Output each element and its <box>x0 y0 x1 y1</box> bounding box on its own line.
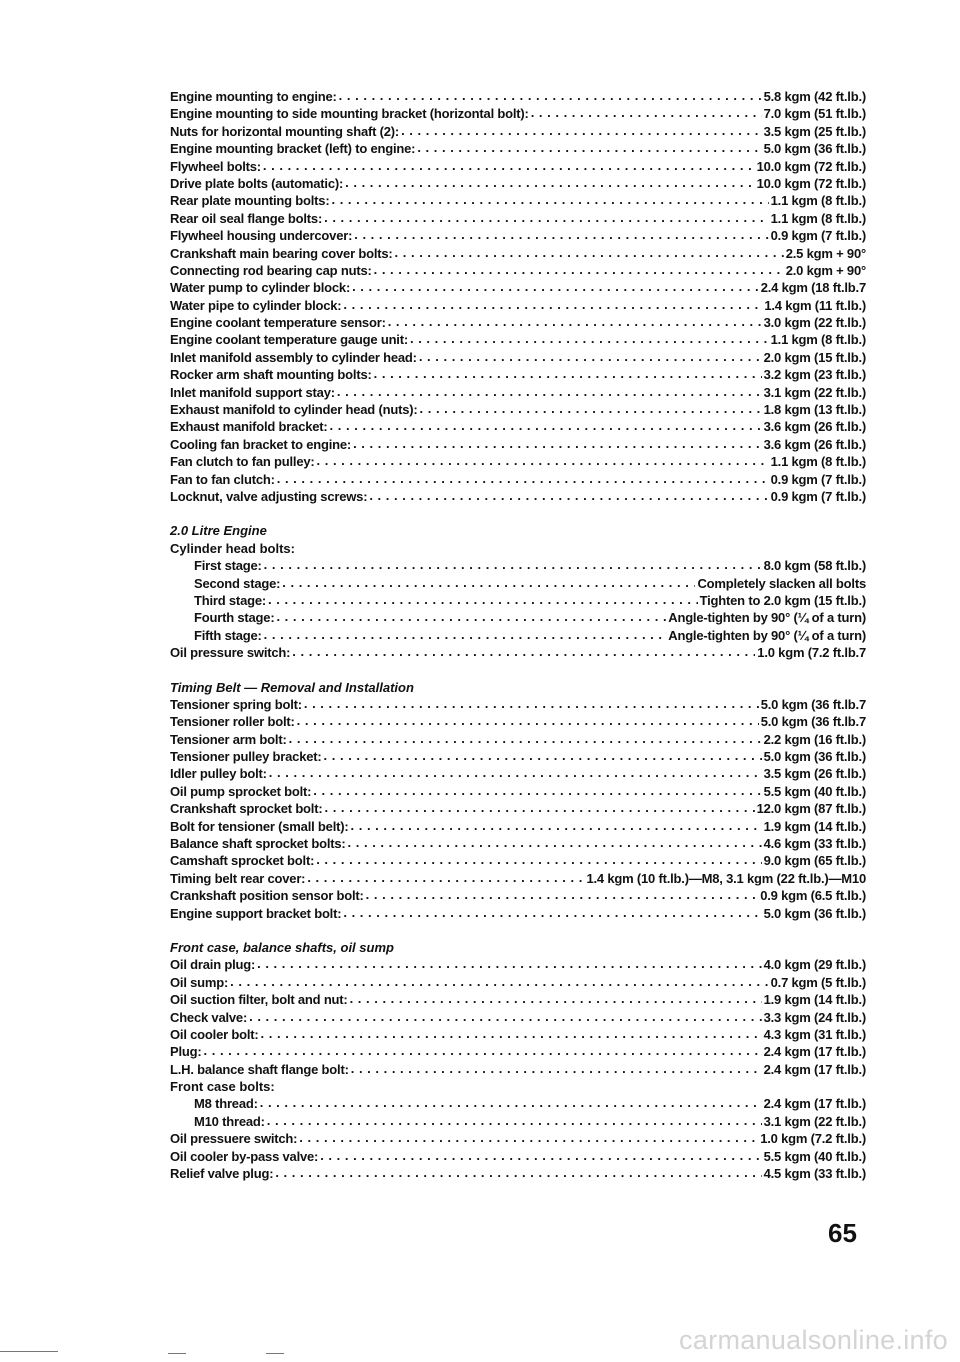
spec-value: 3.2 kgm (23 ft.lb.) <box>763 367 866 383</box>
front-case-heading: Front case, balance shafts, oil sump <box>170 939 394 955</box>
spec-row <box>170 488 866 505</box>
dot-leader <box>230 973 768 990</box>
dot-leader <box>395 244 784 261</box>
dot-leader <box>401 122 762 139</box>
spec-label: Crankshaft position sensor bolt: <box>170 888 364 904</box>
spec-value: 0.7 kgm (5 ft.lb.) <box>770 974 866 990</box>
dot-leader <box>297 712 759 729</box>
dot-leader <box>352 278 759 295</box>
dot-leader <box>354 226 768 243</box>
dot-leader <box>267 1112 762 1129</box>
spec-row <box>170 349 866 366</box>
spec-value: 2.0 kgm + 90° <box>785 262 866 278</box>
spec-label: Camshaft sprocket bolt: <box>170 853 315 869</box>
spec-value: 5.5 kgm (40 ft.lb.) <box>763 1148 866 1164</box>
spec-label: Third stage: <box>194 592 266 608</box>
general-specs <box>170 88 866 505</box>
spec-value: 5.0 kgm (36 ft.lb.) <box>763 905 866 921</box>
spec-value: 1.4 kgm (11 ft.lb.) <box>764 297 866 313</box>
spec-label: Crankshaft main bearing cover bolts: <box>170 245 393 261</box>
spec-label: Cooling fan bracket to engine: <box>170 436 352 452</box>
spec-value: 8.0 kgm (58 ft.lb.) <box>763 558 866 574</box>
scan-mark <box>0 1351 58 1352</box>
spec-label: Engine coolant temperature gauge unit: <box>170 332 408 348</box>
spec-row <box>170 140 866 157</box>
spec-label: Engine mounting to engine: <box>170 89 337 104</box>
dot-leader <box>277 470 769 487</box>
spec-label: Oil cooler by-pass valve: <box>170 1148 319 1164</box>
spec-label: Bolt for tensioner (small belt): <box>170 818 349 834</box>
spec-row <box>170 731 866 748</box>
dot-leader <box>343 904 761 921</box>
spec-row <box>170 870 866 887</box>
dot-leader <box>268 591 698 608</box>
spec-row <box>170 713 866 730</box>
spec-row <box>170 384 866 401</box>
spec-value: 3.6 kgm (26 ft.lb.) <box>763 436 866 452</box>
spec-label: Check valve: <box>170 1009 248 1025</box>
spec-label: Crankshaft sprocket bolt: <box>170 801 323 817</box>
dot-leader <box>324 209 769 226</box>
spec-row <box>170 956 866 973</box>
dot-leader <box>374 261 784 278</box>
engine-specs <box>170 644 866 661</box>
spec-row <box>170 297 866 314</box>
dot-leader <box>289 730 762 747</box>
spec-row <box>170 974 866 991</box>
spec-row <box>170 436 866 453</box>
dot-leader <box>331 191 768 208</box>
spec-row <box>170 262 866 279</box>
spec-value: 1.9 kgm (14 ft.lb.) <box>763 818 866 834</box>
dot-leader <box>264 556 762 573</box>
torque-spec-page <box>170 88 866 1182</box>
dot-leader <box>351 817 762 834</box>
spec-row <box>170 835 866 852</box>
spec-value: 3.0 kgm (22 ft.lb.) <box>763 315 866 331</box>
scan-mark <box>168 1353 186 1354</box>
oil-system-specs <box>170 1130 866 1182</box>
spec-value: 3.5 kgm (26 ft.lb.) <box>763 766 866 782</box>
spec-row <box>170 783 866 800</box>
spec-value: 1.0 kgm (7.2 ft.lb.7 <box>757 645 866 661</box>
spec-row <box>170 887 866 904</box>
dot-leader <box>345 174 754 191</box>
dot-leader <box>324 799 754 816</box>
dot-leader <box>269 764 762 781</box>
dot-leader <box>313 782 761 799</box>
spec-label: Water pump to cylinder block: <box>170 280 351 296</box>
dot-leader <box>388 313 762 330</box>
spec-value: 12.0 kgm (87 ft.lb.) <box>756 801 866 817</box>
spec-row <box>170 1130 866 1147</box>
spec-label: First stage: <box>194 558 262 574</box>
spec-row <box>170 366 866 383</box>
spec-row <box>170 1009 866 1026</box>
section-gap <box>170 662 866 679</box>
spec-row <box>170 471 866 488</box>
dot-leader <box>299 1129 758 1146</box>
spec-label: Oil cooler bolt: <box>170 1026 259 1042</box>
spec-label: Locknut, valve adjusting screws: <box>170 488 368 504</box>
spec-label: Rear plate mounting bolts: <box>170 193 330 209</box>
spec-value: 10.0 kgm (72 ft.lb.) <box>756 158 866 174</box>
spec-label: Inlet manifold support stay: <box>170 384 335 400</box>
spec-row <box>170 1026 866 1043</box>
front-case-specs <box>170 956 866 1078</box>
spec-row <box>170 453 866 470</box>
dot-leader <box>292 643 755 660</box>
dot-leader <box>304 695 759 712</box>
spec-row <box>170 1148 866 1165</box>
spec-row <box>170 818 866 835</box>
dot-leader <box>317 452 769 469</box>
spec-value: 1.1 kgm (8 ft.lb.) <box>770 454 866 470</box>
spec-label: Timing belt rear cover: <box>170 870 306 886</box>
spec-row <box>170 401 866 418</box>
spec-value: 1.9 kgm (14 ft.lb.) <box>763 992 866 1008</box>
spec-row <box>170 175 866 192</box>
spec-row <box>170 627 866 644</box>
dot-leader <box>419 348 762 365</box>
dot-leader <box>316 851 761 868</box>
spec-value: 0.9 kgm (7 ft.lb.) <box>770 488 866 504</box>
spec-label: Oil pump sprocket bolt: <box>170 783 312 799</box>
dot-leader <box>531 104 762 121</box>
engine-heading: 2.0 Litre Engine <box>170 523 267 539</box>
spec-label: M10 thread: <box>194 1113 265 1129</box>
dot-leader <box>343 296 762 313</box>
spec-row <box>170 852 866 869</box>
spec-label: Idler pulley bolt: <box>170 766 267 782</box>
scan-mark <box>266 1353 284 1354</box>
spec-row <box>170 158 866 175</box>
spec-label: Balance shaft sprocket bolts: <box>170 836 346 852</box>
spec-row <box>170 575 866 592</box>
spec-value: 4.6 kgm (33 ft.lb.) <box>763 836 866 852</box>
spec-row <box>170 765 866 782</box>
spec-row <box>170 245 866 262</box>
spec-value: 0.9 kgm (6.5 ft.lb.) <box>760 888 866 904</box>
spec-row <box>170 905 866 922</box>
spec-label: Tensioner pulley bracket: <box>170 749 322 765</box>
dot-leader <box>307 869 584 886</box>
spec-label: Tensioner roller bolt: <box>170 714 295 730</box>
spec-label: Oil sump: <box>170 974 229 990</box>
spec-label: Oil pressuere switch: <box>170 1131 298 1147</box>
spec-value: 3.1 kgm (22 ft.lb.) <box>763 1113 866 1129</box>
spec-label: Second stage: <box>194 575 281 591</box>
spec-row <box>170 88 866 105</box>
spec-row <box>170 227 866 244</box>
spec-value: 2.4 kgm (17 ft.lb.) <box>763 1096 866 1112</box>
spec-value: Angle-tighten by 90° (¼ of a turn) <box>668 610 866 626</box>
spec-row <box>170 1043 866 1060</box>
spec-value: 5.0 kgm (36 ft.lb.7 <box>760 696 866 712</box>
spec-label: Exhaust manifold to cylinder head (nuts): <box>170 402 418 418</box>
dot-leader <box>369 487 768 504</box>
spec-label: Inlet manifold assembly to cylinder head: <box>170 349 417 365</box>
spec-value: 1.1 kgm (8 ft.lb.) <box>770 193 866 209</box>
dot-leader <box>264 626 667 643</box>
spec-row <box>170 210 866 227</box>
spec-value: 1.1 kgm (8 ft.lb.) <box>770 332 866 348</box>
timing-belt-specs <box>170 696 866 922</box>
spec-label: Flywheel housing undercover: <box>170 228 353 244</box>
spec-label: Engine mounting bracket (left) to engine: <box>170 141 416 157</box>
spec-value: 5.0 kgm (36 ft.lb.) <box>763 749 866 765</box>
spec-label: Flywheel bolts: <box>170 158 261 174</box>
page-number: 65 <box>828 1218 857 1248</box>
spec-value: 4.0 kgm (29 ft.lb.) <box>763 957 866 973</box>
spec-label: Fourth stage: <box>194 610 275 626</box>
spec-row <box>170 592 866 609</box>
dot-leader <box>249 1008 762 1025</box>
spec-value: 3.6 kgm (26 ft.lb.) <box>763 419 866 435</box>
spec-label: Oil pressure switch: <box>170 645 291 661</box>
spec-label: Exhaust manifold bracket: <box>170 419 328 435</box>
spec-row <box>170 1113 866 1130</box>
section-gap <box>170 922 866 939</box>
dot-leader <box>276 608 666 625</box>
spec-value: 4.5 kgm (33 ft.lb.) <box>763 1166 866 1182</box>
dot-leader <box>260 1094 762 1111</box>
spec-row <box>170 1061 866 1078</box>
spec-label: Oil suction filter, bolt and nut: <box>170 992 348 1008</box>
spec-row <box>170 991 866 1008</box>
dot-leader <box>374 365 762 382</box>
spec-value: 3.1 kgm (22 ft.lb.) <box>763 384 866 400</box>
dot-leader <box>420 400 762 417</box>
dot-leader <box>337 383 762 400</box>
spec-label: Drive plate bolts (automatic): <box>170 175 344 191</box>
spec-label: Rocker arm shaft mounting bolts: <box>170 367 372 383</box>
spec-row <box>170 192 866 209</box>
spec-label: Fifth stage: <box>194 627 262 643</box>
spec-row <box>170 418 866 435</box>
spec-value: Completely slacken all bolts <box>697 575 866 591</box>
spec-value: 10.0 kgm (72 ft.lb.) <box>756 175 866 191</box>
spec-label: Nuts for horizontal mounting shaft (2): <box>170 123 400 139</box>
spec-value: 2.2 kgm (16 ft.lb.) <box>763 731 866 747</box>
dot-leader <box>348 834 762 851</box>
spec-value: 2.0 kgm (15 ft.lb.) <box>763 349 866 365</box>
spec-value: Angle-tighten by 90° (¼ of a turn) <box>668 627 866 643</box>
spec-row <box>170 696 866 713</box>
spec-label: Water pipe to cylinder block: <box>170 297 342 313</box>
spec-label: Fan to fan clutch: <box>170 471 275 487</box>
spec-value: 1.0 kgm (7.2 ft.lb.) <box>760 1131 866 1147</box>
spec-value: 5.8 kgm (42 ft.lb.) <box>763 89 866 104</box>
dot-leader <box>410 330 769 347</box>
dot-leader <box>353 435 762 452</box>
spec-value: 3.3 kgm (24 ft.lb.) <box>763 1009 866 1025</box>
spec-row <box>170 1165 866 1182</box>
spec-label: Tensioner spring bolt: <box>170 696 302 712</box>
dot-leader <box>339 87 762 104</box>
dot-leader <box>204 1042 762 1059</box>
spec-value: 5.0 kgm (36 ft.lb.7 <box>760 714 866 730</box>
spec-label: M8 thread: <box>194 1096 258 1112</box>
dot-leader <box>261 1025 762 1042</box>
dot-leader <box>324 747 762 764</box>
timing-belt-heading: Timing Belt — Removal and Installation <box>170 679 414 695</box>
spec-value: 5.0 kgm (36 ft.lb.) <box>763 141 866 157</box>
spec-row <box>170 748 866 765</box>
dot-leader <box>275 1164 761 1181</box>
spec-value: 3.5 kgm (25 ft.lb.) <box>763 123 866 139</box>
spec-row <box>170 644 866 661</box>
spec-value: 1.1 kgm (8 ft.lb.) <box>770 210 866 226</box>
watermark: carmanualsonline.info <box>679 1325 948 1355</box>
spec-label: Connecting rod bearing cap nuts: <box>170 262 372 278</box>
dot-leader <box>320 1147 761 1164</box>
spec-row <box>170 331 866 348</box>
dot-leader <box>330 417 762 434</box>
spec-row <box>170 800 866 817</box>
spec-value: 2.4 kgm (17 ft.lb.) <box>763 1044 866 1060</box>
section-gap <box>170 505 866 522</box>
spec-label: Engine mounting to side mounting bracket (horizontal bolt): <box>170 106 529 122</box>
spec-row <box>170 1095 866 1112</box>
spec-label: Tensioner arm bolt: <box>170 731 287 747</box>
spec-value: 0.9 kgm (7 ft.lb.) <box>770 471 866 487</box>
spec-value: 1.4 kgm (10 ft.lb.)—M8, 3.1 kgm (22 ft.lb.)—M10 <box>586 870 866 886</box>
spec-label: Oil drain plug: <box>170 957 256 973</box>
spec-label: Engine support bracket bolt: <box>170 905 342 921</box>
dot-leader <box>282 574 695 591</box>
spec-label: Plug: <box>170 1044 202 1060</box>
dot-leader <box>263 157 755 174</box>
dot-leader <box>366 886 759 903</box>
spec-value: 7.0 kgm (51 ft.lb.) <box>763 106 866 122</box>
spec-value: 5.5 kgm (40 ft.lb.) <box>763 783 866 799</box>
spec-value: 2.4 kgm (18 ft.lb.7 <box>760 280 866 296</box>
spec-value: Tighten to 2.0 kgm (15 ft.lb.) <box>699 592 866 608</box>
front-case-thread-specs <box>170 1095 866 1130</box>
spec-value: 1.8 kgm (13 ft.lb.) <box>763 402 866 418</box>
spec-row <box>170 279 866 296</box>
dot-leader <box>350 990 762 1007</box>
spec-label: Relief valve plug: <box>170 1166 274 1182</box>
front-case-bolts-subheading: Front case bolts: <box>170 1079 275 1095</box>
spec-label: L.H. balance shaft flange bolt: <box>170 1061 349 1077</box>
spec-label: Rear oil seal flange bolts: <box>170 210 323 226</box>
spec-value: 2.4 kgm (17 ft.lb.) <box>763 1061 866 1077</box>
spec-label: Fan clutch to fan pulley: <box>170 454 315 470</box>
spec-row <box>170 609 866 626</box>
dot-leader <box>257 955 762 972</box>
cylinder-head-subheading: Cylinder head bolts: <box>170 540 295 556</box>
spec-value: 0.9 kgm (7 ft.lb.) <box>770 228 866 244</box>
spec-row <box>170 105 866 122</box>
spec-label: Engine coolant temperature sensor: <box>170 315 386 331</box>
cylinder-head-stages <box>170 557 866 644</box>
spec-value: 4.3 kgm (31 ft.lb.) <box>763 1026 866 1042</box>
spec-value: 9.0 kgm (65 ft.lb.) <box>763 853 866 869</box>
dot-leader <box>351 1060 762 1077</box>
spec-row <box>170 557 866 574</box>
dot-leader <box>417 139 761 156</box>
spec-row <box>170 123 866 140</box>
spec-value: 2.5 kgm + 90° <box>785 245 866 261</box>
spec-row <box>170 314 866 331</box>
